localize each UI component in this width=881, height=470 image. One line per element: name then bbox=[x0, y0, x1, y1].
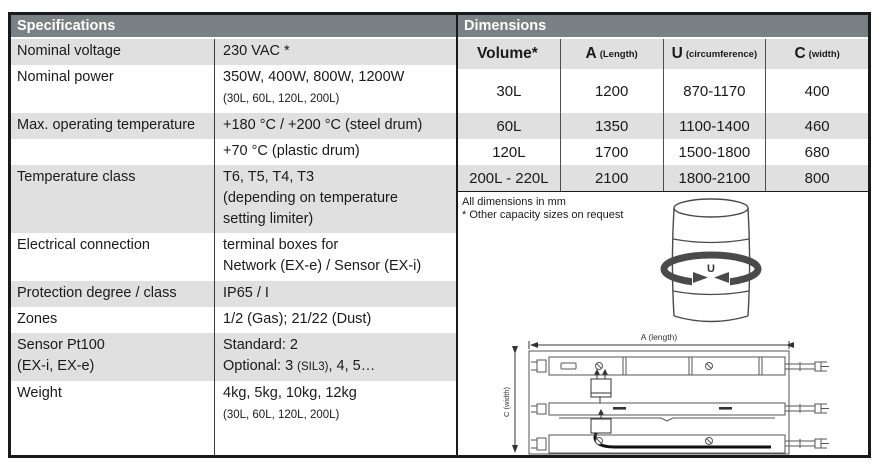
spec-row bbox=[11, 165, 456, 233]
dimensions-cell: 460 bbox=[804, 117, 830, 135]
value-line bbox=[223, 188, 452, 209]
label-line: Zones bbox=[17, 311, 58, 327]
value-line bbox=[223, 283, 452, 304]
terminal-box-network bbox=[591, 410, 771, 447]
dimensions-title: Dimensions bbox=[464, 18, 547, 34]
spec-row-value bbox=[215, 39, 456, 65]
dimensions-cell: 1700 bbox=[561, 139, 664, 165]
specifications-title: Specifications bbox=[17, 18, 116, 34]
spec-row-label bbox=[11, 165, 215, 233]
dimensions-cell: 680 bbox=[804, 143, 830, 161]
text-segment: (depending on temperature bbox=[223, 190, 398, 206]
dimensions-cell: 1200 bbox=[561, 69, 664, 113]
label-line: Max. operating temperature bbox=[17, 117, 196, 133]
circumference-u-label: U bbox=[707, 263, 715, 275]
dimensions-cell: 800 bbox=[804, 169, 830, 187]
column-header-width-sublabel: (width) bbox=[808, 48, 840, 60]
value-line bbox=[223, 256, 452, 277]
brand-marking bbox=[613, 407, 626, 410]
heater-band-top bbox=[531, 357, 829, 375]
value-line bbox=[223, 209, 452, 230]
column-header-circumference bbox=[664, 39, 767, 69]
spec-row-label bbox=[11, 233, 215, 281]
spec-row bbox=[11, 65, 456, 113]
text-segment: +70 °C (plastic drum) bbox=[223, 143, 360, 159]
brand-marking bbox=[719, 407, 732, 410]
spec-row-value bbox=[215, 307, 456, 333]
value-line bbox=[223, 335, 452, 356]
value-line bbox=[223, 309, 452, 330]
drum-circumference-illustration bbox=[636, 193, 786, 335]
dimensions-cell: 200L - 220L bbox=[458, 165, 561, 191]
value-line bbox=[223, 141, 452, 162]
spec-table-body bbox=[11, 39, 456, 455]
column-header-length-sublabel: (Length) bbox=[599, 48, 638, 60]
dimensions-row bbox=[458, 113, 868, 139]
text-segment: setting limiter) bbox=[223, 211, 314, 227]
column-header-width bbox=[766, 39, 868, 69]
dimension-a-label: A (length) bbox=[640, 332, 678, 342]
column-header-volume-label: Volume* bbox=[476, 45, 538, 62]
spec-row-value bbox=[215, 165, 456, 233]
dimensions-cell: 1350 bbox=[561, 113, 664, 139]
column-header-length-label: A bbox=[585, 45, 597, 62]
dimensions-cell: 400 bbox=[804, 82, 830, 100]
dimensions-cell: 2100 bbox=[561, 165, 664, 191]
spec-row bbox=[11, 307, 456, 333]
spec-row bbox=[11, 381, 456, 455]
value-line bbox=[223, 88, 452, 110]
dimensions-column-headers bbox=[458, 39, 868, 69]
text-segment: Network (EX-e) / Sensor (EX-i) bbox=[223, 258, 422, 274]
label-line: Electrical connection bbox=[17, 237, 150, 253]
dimension-a-length bbox=[529, 332, 789, 349]
column-header-circumference-label: U bbox=[671, 45, 683, 62]
spec-row bbox=[11, 281, 456, 307]
text-segment: T6, T5, T4, T3 bbox=[223, 169, 315, 185]
spec-row bbox=[11, 233, 456, 281]
spec-row-value bbox=[215, 65, 456, 113]
value-line bbox=[223, 67, 452, 88]
label-line: Protection degree / class bbox=[17, 285, 177, 301]
spec-row-value bbox=[215, 281, 456, 307]
dimensions-row bbox=[458, 139, 868, 165]
text-segment: (30L, 60L, 120L, 200L) bbox=[223, 409, 340, 421]
text-segment: 350W, 400W, 800W, 1200W bbox=[223, 69, 405, 85]
note-dimensions-mm: All dimensions in mm bbox=[462, 196, 566, 208]
spec-row-label bbox=[11, 39, 215, 65]
spec-row-label bbox=[11, 381, 215, 455]
spec-row-value bbox=[215, 233, 456, 281]
value-line bbox=[223, 404, 452, 426]
dimensions-cell: 120L bbox=[458, 139, 561, 165]
value-line bbox=[223, 115, 452, 136]
dimensions-row bbox=[458, 69, 868, 113]
value-line bbox=[223, 41, 452, 62]
text-segment: +180 °C / +200 °C (steel drum) bbox=[223, 117, 423, 133]
spec-row-label bbox=[11, 113, 215, 139]
dimensions-cell: 60L bbox=[458, 113, 561, 139]
text-segment: 4kg, 5kg, 10kg, 12kg bbox=[223, 385, 357, 401]
spec-row bbox=[11, 39, 456, 65]
dimensions-panel bbox=[458, 15, 868, 455]
label-line: Temperature class bbox=[17, 169, 136, 185]
column-header-circumference-sublabel: (circumference) bbox=[685, 48, 758, 60]
spec-row-label bbox=[11, 307, 215, 333]
text-segment: , 4, 5… bbox=[328, 358, 376, 374]
heater-band-bottom bbox=[531, 435, 829, 453]
column-header-width-label: C bbox=[794, 45, 806, 62]
note-capacity-request: * Other capacity sizes on request bbox=[462, 209, 624, 221]
dimensions-rows bbox=[458, 69, 868, 191]
dimensions-table bbox=[458, 39, 868, 192]
label-line: (EX-i, EX-e) bbox=[17, 358, 95, 374]
spec-row-label bbox=[11, 65, 215, 113]
label-line: Weight bbox=[17, 385, 62, 401]
specifications-header bbox=[11, 15, 456, 39]
label-line: Nominal power bbox=[17, 69, 114, 85]
dimensions-row bbox=[458, 165, 868, 191]
heating-band-technical-drawing bbox=[463, 331, 865, 459]
dimensions-cell: 1800-2100 bbox=[664, 165, 767, 191]
dimension-c-width bbox=[502, 353, 515, 452]
specifications-panel bbox=[11, 15, 458, 455]
dimensions-cell: 30L bbox=[458, 69, 561, 113]
spec-row-label bbox=[11, 281, 215, 307]
content-frame bbox=[8, 12, 871, 458]
value-line bbox=[223, 383, 452, 404]
spec-row bbox=[11, 333, 456, 381]
text-segment: (SIL3) bbox=[297, 361, 329, 373]
dimensions-header bbox=[458, 15, 868, 39]
text-segment: Optional: 3 bbox=[223, 358, 298, 374]
heater-band-middle bbox=[531, 403, 829, 421]
text-segment: IP65 / I bbox=[223, 285, 269, 301]
column-header-volume bbox=[458, 39, 561, 69]
label-line: Nominal voltage bbox=[17, 43, 121, 59]
text-segment: 1/2 (Gas); 21/22 (Dust) bbox=[223, 311, 372, 327]
text-segment: Standard: 2 bbox=[223, 337, 298, 353]
spec-row bbox=[11, 139, 456, 165]
spec-row bbox=[11, 113, 456, 139]
spec-row-value bbox=[215, 381, 456, 455]
dimensions-cell: 870-1170 bbox=[664, 69, 767, 113]
text-segment: terminal boxes for bbox=[223, 237, 339, 253]
dimension-c-label: C (width) bbox=[502, 386, 511, 418]
value-line bbox=[223, 235, 452, 256]
text-segment: 230 VAC * bbox=[223, 43, 290, 59]
value-line bbox=[223, 356, 452, 378]
spec-row-label bbox=[11, 139, 215, 165]
spec-row-value bbox=[215, 333, 456, 381]
label-line: Sensor Pt100 bbox=[17, 337, 105, 353]
spec-row-value bbox=[215, 139, 456, 165]
dimensions-cell: 1100-1400 bbox=[664, 113, 767, 139]
text-segment: (30L, 60L, 120L, 200L) bbox=[223, 93, 340, 105]
dimensions-cell: 1500-1800 bbox=[664, 139, 767, 165]
spec-row-value bbox=[215, 113, 456, 139]
spec-row-label bbox=[11, 333, 215, 381]
value-line bbox=[223, 167, 452, 188]
column-header-length bbox=[561, 39, 664, 69]
